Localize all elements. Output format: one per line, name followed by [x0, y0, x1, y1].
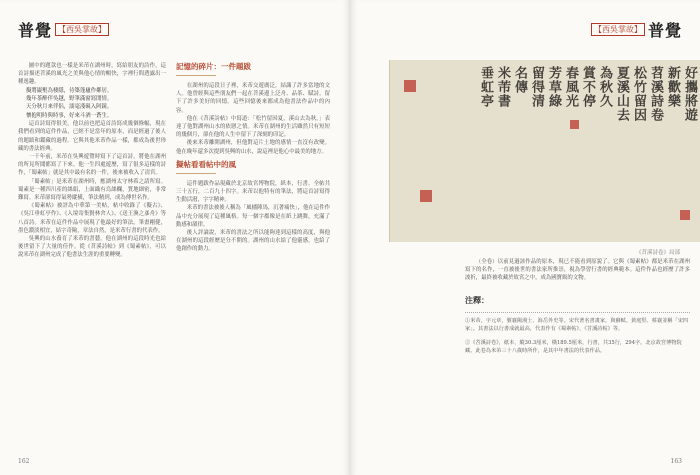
paragraph: 「蜀素帖」是米芾在湖州時，應湖州太守林希之請所寫。蜀素是一種四川產的絲絹，上面織有烏絲欄，質地細密，非常難寫。米芾卻寫得氣勢縱橫，筆法精到，成為傳世名作。 [18, 178, 166, 202]
paragraph: 《蜀素帖》被評為中華第一美帖，帖中收錄了《擬古》、《吳江垂虹亭作》、《入境寄集賢林舍人》、《送王渙之彥舟》等八首詩。米芾在這件作品中展現了他最好的筆法，筆畫剛健，墨色濃淡相宜，結字奇險，章法自然，是米芾行書的代表作。 [18, 203, 166, 234]
paragraph: 後來米芾離開湖州，但他對這片土地的感情一直沒有改變。他在晚年還多次提到吳興的山水，說這裡是他心中最美的地方。 [176, 140, 330, 155]
seal-stamp [404, 80, 416, 92]
notes-box [465, 312, 690, 355]
image-caption: 《苕溪詩卷》局部 [635, 250, 680, 256]
paragraph: 圖中的題款也一樣是米芾在湖州時，寫給朋友的詩作，這首詩描述苕溪的風光之美與他心情的暢快，字裡行間透露出一種逸趣。 [18, 63, 166, 86]
logo: 普覺 [647, 21, 682, 40]
calligraphy-column: 為秋久 [597, 66, 612, 108]
paragraph: 這首詩寫得很美。他以前也把這首詩寫成幾個條幅，現在我們看到的這件作品，已經不是當年的原本，而是經過了後人的題跋和鑑藏的過程。它與其他米芾作品一樣，都成為後世珍藏的書法經典。 [18, 121, 166, 152]
note-item: ②《苕溪詩卷》，紙本，縱30.3厘米，橫189.5厘米，行書，共35行，294字。北京故宮博物院藏。此卷為米芾三十八歲時所作，是其中年書法的代表作品。 [465, 340, 682, 354]
logo: 普覺 [18, 21, 53, 40]
left-column [18, 62, 166, 260]
notes-title: 注釋： [465, 295, 489, 305]
poem-line: 擬將巖壑為棲隱，待築蓬廬作鄰居。 [26, 87, 113, 94]
note-item: ①米芾，字元章，號襄陽漫士、海岳外史等。宋代著名書畫家，與蘇軾、黃庭堅、蔡襄並稱「宋四家」。其書法以行書成就最高，代表作有《蜀素帖》、《苕溪詩帖》等。 [465, 318, 689, 332]
calligraphy-strips [390, 60, 700, 242]
paragraph: 後人評論說，米芾的書法之所以能夠達到這樣的高度，與他在湖州的這段經歷是分不開的。湖州的山水給了他靈感，也給了他創作的動力。 [176, 230, 330, 253]
seal-stamp [680, 210, 690, 220]
calligraphy-column: 留得清 [529, 66, 544, 108]
calligraphy-column: 米芾書 [495, 66, 510, 108]
calligraphy-column: 松竹留因 [631, 66, 646, 122]
paragraph: 吳興的山水養育了米芾的書藝，他在湖州的這段時光也給後世留下了大量的佳作。從《苕溪詩帖》到《蜀素帖》，可以說米芾在湖州完成了他書法生涯的重要轉變。 [18, 236, 166, 259]
paragraph: 一千年前，米芾在吳興遊覽時寫下了這首詩，將他在湖州的所見所聞都寫了下來。他一生四處遊歷，寫了很多這樣的詩作，「蜀素帖」就是其中最有名的一件，後來被收入了清宮。 [18, 154, 166, 177]
paragraph: 這件題跋作品現藏於北京故宮博物院，紙本，行書。全帖共三十五行，二百九十四字。米芾以他特有的筆法，將這首詩寫得生動活潑，字字精神。 [176, 180, 330, 204]
calligraphy-column: 苕溪詩卷 [648, 66, 663, 122]
poem-line: 懷抱明時與時事，好來斗酒一蒼生。 [26, 112, 113, 119]
calligraphy-scroll-image [389, 60, 700, 242]
notes-section [465, 295, 690, 361]
calligraphy-column: 夏溪山去 [614, 66, 629, 122]
seal-stamp [570, 120, 579, 129]
poem [18, 87, 166, 121]
calligraphy-column: 賞不停 [580, 66, 595, 108]
section-tag: 【西吳掌故】 [55, 23, 109, 36]
brand-left [18, 18, 109, 41]
paragraph: 在湖州的這段日子裡，米芾交遊廣泛，結識了許多當地的文人。他曾經與這些朋友們一起在苕溪邊上泛舟、品茶、賦詩，留下了許多美好的回憶。這些回憶後來都成為他書法作品中的內容。 [176, 83, 330, 114]
calligraphy-column: 芳草綠 [546, 66, 561, 108]
section-heading: 記憶的碎片：一件題跋 [176, 62, 330, 76]
page-number: 162 [18, 458, 30, 465]
section-heading: 擬帖看看帖中的風 [176, 160, 330, 174]
page-number: 163 [670, 458, 682, 465]
right-page [350, 0, 700, 475]
calligraphy-column: 好攜將遊 [682, 66, 697, 122]
paragraph: 他在《苕溪詩帖》中寫道：「松竹留因夏，溪山去為秋。」表達了他對湖州山水的依戀之情。米芾在湖州的生活雖然只有短短的幾個月，卻在他的人生中留下了深刻的印記。 [176, 115, 330, 139]
poem-line: 天分秋月來伴侶，濡毫淺硯入阿鏡。 [26, 104, 113, 111]
seal-stamp [420, 190, 432, 202]
calligraphy-column: 春風光 [563, 66, 578, 108]
calligraphy-column: 垂虹亭 [478, 66, 493, 108]
paragraph: 米芾的書法被後人稱為「風檣陣馬，沉著痛快」，他在這件作品中充分展現了這種風格。每一個字都像是在紙上跳舞，充滿了動感和韻律。 [176, 205, 330, 228]
poem-line: 幾年茶醉伴吳越，野筆滿窗寫閒情。 [26, 96, 113, 103]
text-column [465, 258, 690, 283]
calligraphy-column: 名傳 [512, 66, 527, 94]
right-column [176, 58, 330, 254]
calligraphy-column: 新歡樂 [665, 66, 680, 108]
paragraph: （全卷）以前見過該作品的原本，現已不能看到原貌了。它與《蜀素帖》都是米芾在湖州寫下的名作，一直被後世的書法家所推崇，視為學習行書的經典範本。這件作品也經歷了許多波折，最終被收藏於故宮之中，成為國寶級的文物。 [465, 259, 690, 282]
brand-right [591, 18, 682, 41]
section-tag: 【西吳掌故】 [591, 23, 645, 36]
